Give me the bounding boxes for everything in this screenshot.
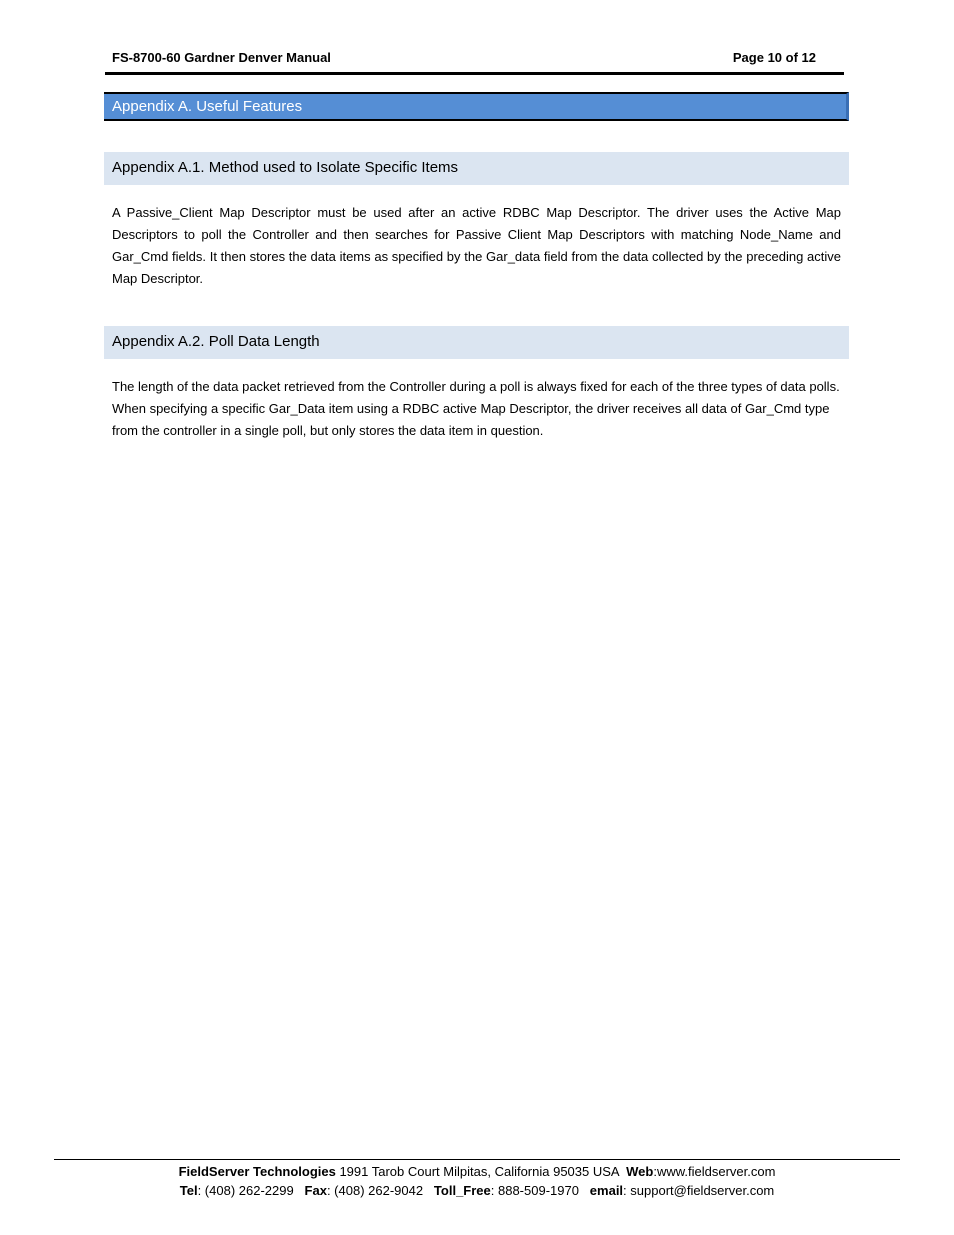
section-heading-a1: Appendix A.1. Method used to Isolate Specific Items [104, 152, 849, 185]
footer-web-label: Web [626, 1164, 654, 1179]
page-header [112, 50, 816, 68]
footer-web-link[interactable]: :www.fieldserver.com [653, 1164, 776, 1179]
footer-tel-value: : (408) 262-2299 [197, 1183, 305, 1198]
footer-fax-value: : (408) 262-9042 [326, 1183, 434, 1198]
page-footer [54, 1162, 900, 1200]
appendix-heading: Appendix A. Useful Features [104, 92, 849, 121]
footer-tollfree-label: Toll_Free [433, 1183, 491, 1198]
footer-company: FieldServer Technologies [178, 1164, 336, 1179]
footer-divider [54, 1159, 900, 1160]
footer-tel-label: Tel [179, 1183, 198, 1198]
section-body-a2: The length of the data packet retrieved from the Controller during a poll is always fixed for each of the three types of data polls. When specifying a specific Gar_Data item using a RDBC active Map Descriptor, the driver receives all data of Gar_Cmd type from the controller in a single poll, but only stores the data item in question. [112, 379, 840, 438]
footer-address: 1991 Tarob Court Milpitas, California 95035 USA [335, 1164, 627, 1179]
section-heading-a2: Appendix A.2. Poll Data Length [104, 326, 849, 359]
footer-line-1 [54, 1162, 900, 1181]
footer-line-2 [54, 1181, 900, 1200]
document-title: FS-8700-60 Gardner Denver Manual [112, 50, 331, 65]
footer-email-link[interactable]: : support@fieldserver.com [623, 1183, 775, 1198]
footer-fax-label: Fax [304, 1183, 327, 1198]
page-number: Page 10 of 12 [732, 50, 816, 65]
section-body-a1: A Passive_Client Map Descriptor must be used after an active RDBC Map Descriptor. The driver uses the Active Map Descriptors to poll the Controller and then searches for Passive Client Map Descriptors with matching Node_Name and Gar_Cmd fields. It then stores the data items as specified by the Gar_data field from the data collected by the preceding active Map Descriptor. [112, 205, 841, 286]
footer-email-label: email [589, 1183, 624, 1198]
footer-tollfree-value: : 888-509-1970 [490, 1183, 590, 1198]
header-divider [105, 72, 844, 75]
